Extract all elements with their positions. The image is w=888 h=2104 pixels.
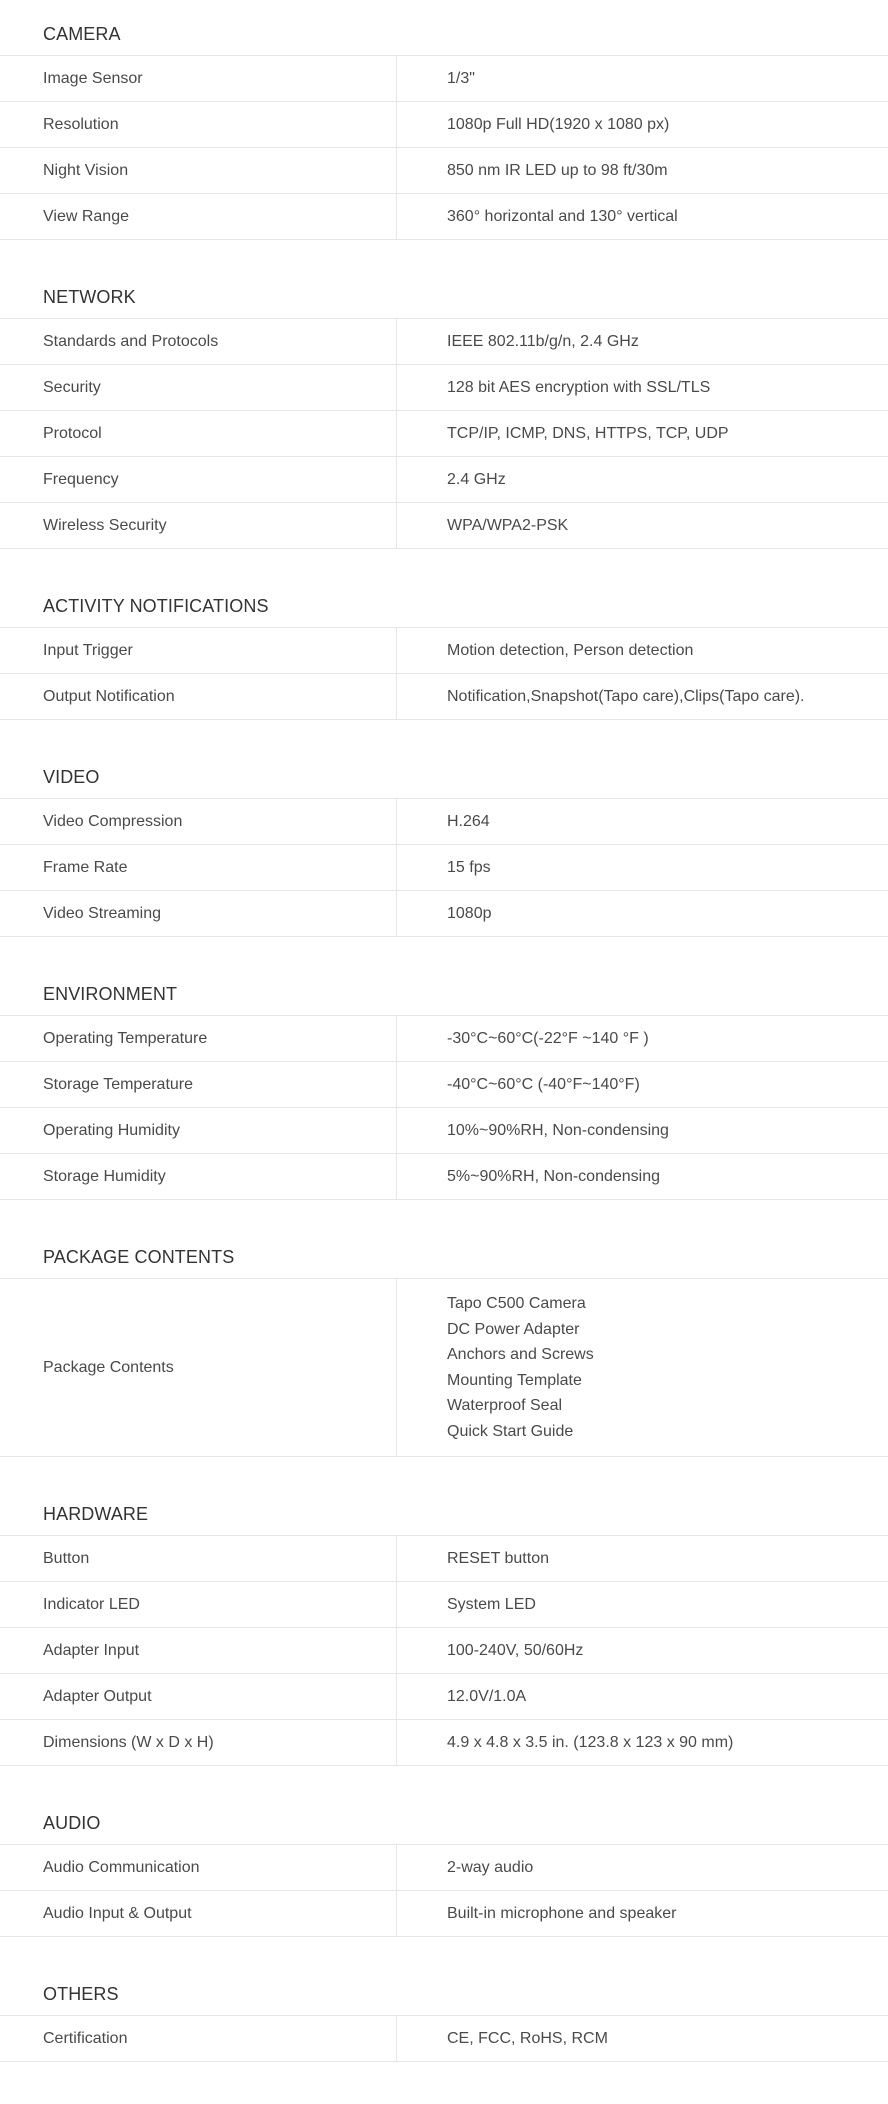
- spec-table: [0, 1845, 888, 1937]
- spec-value: WPA/WPA2-PSK: [447, 516, 569, 534]
- spec-label: Video Compression: [0, 799, 397, 844]
- spec-table: [0, 628, 888, 720]
- spec-section: [0, 0, 888, 240]
- spec-value: H.264: [447, 812, 490, 830]
- spec-row: [0, 411, 888, 457]
- spec-table: [0, 1279, 888, 1457]
- spec-row: [0, 1536, 888, 1582]
- spec-value: 12.0V/1.0A: [447, 1687, 527, 1705]
- spec-section: [0, 1937, 888, 2062]
- spec-table: [0, 56, 888, 240]
- spec-label: Button: [0, 1536, 397, 1581]
- spec-value: 2-way audio: [447, 1858, 534, 1876]
- section-title: NETWORK: [0, 240, 888, 319]
- section-title: HARDWARE: [0, 1457, 888, 1536]
- spec-row: [0, 194, 888, 240]
- spec-label: Standards and Protocols: [0, 319, 397, 364]
- spec-section: [0, 1200, 888, 1457]
- spec-value: 128 bit AES encryption with SSL/TLS: [447, 378, 711, 396]
- spec-row: [0, 457, 888, 503]
- spec-value-item: Mounting Template: [447, 1371, 582, 1389]
- spec-row: [0, 102, 888, 148]
- spec-value: Built-in microphone and speaker: [447, 1904, 677, 1922]
- section-title: ACTIVITY NOTIFICATIONS: [0, 549, 888, 628]
- spec-row: [0, 845, 888, 891]
- spec-value: CE, FCC, RoHS, RCM: [447, 2029, 608, 2047]
- spec-value: -40°C~60°C (-40°F~140°F): [447, 1075, 640, 1093]
- spec-row: [0, 674, 888, 720]
- spec-row: [0, 1279, 888, 1457]
- spec-label: Storage Humidity: [0, 1154, 397, 1199]
- section-title: AUDIO: [0, 1766, 888, 1845]
- spec-label: Resolution: [0, 102, 397, 147]
- section-title: OTHERS: [0, 1937, 888, 2016]
- spec-table: [0, 1016, 888, 1200]
- spec-label: Dimensions (W x D x H): [0, 1720, 397, 1765]
- spec-row: [0, 1891, 888, 1937]
- spec-section: [0, 1766, 888, 1937]
- spec-value: TCP/IP, ICMP, DNS, HTTPS, TCP, UDP: [447, 424, 729, 442]
- section-title: VIDEO: [0, 720, 888, 799]
- spec-row: [0, 891, 888, 937]
- spec-section: [0, 549, 888, 720]
- spec-label: Wireless Security: [0, 503, 397, 548]
- spec-table: [0, 799, 888, 937]
- spec-row: [0, 1016, 888, 1062]
- spec-value: 100-240V, 50/60Hz: [447, 1641, 584, 1659]
- spec-row: [0, 1108, 888, 1154]
- spec-label: Image Sensor: [0, 56, 397, 101]
- spec-section: [0, 937, 888, 1200]
- spec-label: Package Contents: [0, 1279, 397, 1456]
- spec-row: [0, 1062, 888, 1108]
- spec-label: View Range: [0, 194, 397, 239]
- spec-value-item: Tapo C500 Camera: [447, 1295, 586, 1312]
- spec-label: Protocol: [0, 411, 397, 456]
- section-title: PACKAGE CONTENTS: [0, 1200, 888, 1279]
- spec-row: [0, 2016, 888, 2062]
- spec-row: [0, 319, 888, 365]
- spec-value: 1080p: [447, 904, 492, 922]
- spec-value: Motion detection, Person detection: [447, 641, 694, 659]
- spec-value: 1080p Full HD(1920 x 1080 px): [447, 115, 670, 133]
- spec-row: [0, 56, 888, 102]
- spec-row: [0, 1845, 888, 1891]
- spec-row: [0, 503, 888, 549]
- spec-value: 15 fps: [447, 858, 491, 876]
- section-title: CAMERA: [0, 0, 888, 56]
- spec-value: 4.9 x 4.8 x 3.5 in. (123.8 x 123 x 90 mm): [447, 1733, 734, 1751]
- spec-label: Indicator LED: [0, 1582, 397, 1627]
- spec-value-item: Anchors and Screws: [447, 1346, 594, 1363]
- spec-row: [0, 365, 888, 411]
- spec-row: [0, 1720, 888, 1766]
- spec-value: 360° horizontal and 130° vertical: [447, 207, 678, 225]
- spec-value-item: DC Power Adapter: [447, 1320, 580, 1338]
- spec-section: [0, 240, 888, 549]
- spec-row: [0, 1628, 888, 1674]
- spec-label: Operating Temperature: [0, 1016, 397, 1061]
- spec-label: Adapter Output: [0, 1674, 397, 1719]
- spec-label: Frame Rate: [0, 845, 397, 890]
- spec-value: Notification,Snapshot(Tapo care),Clips(Tapo care).: [447, 687, 805, 705]
- spec-row: [0, 1674, 888, 1720]
- spec-row: [0, 148, 888, 194]
- section-title: ENVIRONMENT: [0, 937, 888, 1016]
- spec-row: [0, 799, 888, 845]
- spec-value: 5%~90%RH, Non-condensing: [447, 1167, 661, 1185]
- spec-label: Night Vision: [0, 148, 397, 193]
- spec-table: [0, 319, 888, 549]
- spec-label: Certification: [0, 2016, 397, 2061]
- spec-label: Frequency: [0, 457, 397, 502]
- spec-value-list: [397, 1279, 888, 1456]
- spec-label: Audio Input & Output: [0, 1891, 397, 1936]
- spec-label: Video Streaming: [0, 891, 397, 936]
- spec-value-item: Quick Start Guide: [447, 1422, 574, 1440]
- spec-section: [0, 1457, 888, 1766]
- spec-label: Adapter Input: [0, 1628, 397, 1673]
- spec-label: Operating Humidity: [0, 1108, 397, 1153]
- spec-value: System LED: [447, 1595, 536, 1613]
- spec-label: Audio Communication: [0, 1845, 397, 1890]
- spec-value: 1/3": [447, 69, 475, 87]
- spec-value: 850 nm IR LED up to 98 ft/30m: [447, 161, 668, 179]
- spec-value: 10%~90%RH, Non-condensing: [447, 1121, 669, 1139]
- spec-value: 2.4 GHz: [447, 470, 506, 488]
- spec-table: [0, 2016, 888, 2062]
- spec-label: Input Trigger: [0, 628, 397, 673]
- spec-value: -30°C~60°C(-22°F ~140 °F ): [447, 1029, 649, 1047]
- spec-value: RESET button: [447, 1549, 549, 1567]
- spec-row: [0, 1582, 888, 1628]
- spec-label: Storage Temperature: [0, 1062, 397, 1107]
- spec-row: [0, 628, 888, 674]
- spec-table: [0, 1536, 888, 1766]
- spec-value-item: Waterproof Seal: [447, 1397, 563, 1414]
- spec-label: Output Notification: [0, 674, 397, 719]
- spec-row: [0, 1154, 888, 1200]
- spec-value: IEEE 802.11b/g/n, 2.4 GHz: [447, 332, 639, 350]
- spec-label: Security: [0, 365, 397, 410]
- spec-section: [0, 720, 888, 937]
